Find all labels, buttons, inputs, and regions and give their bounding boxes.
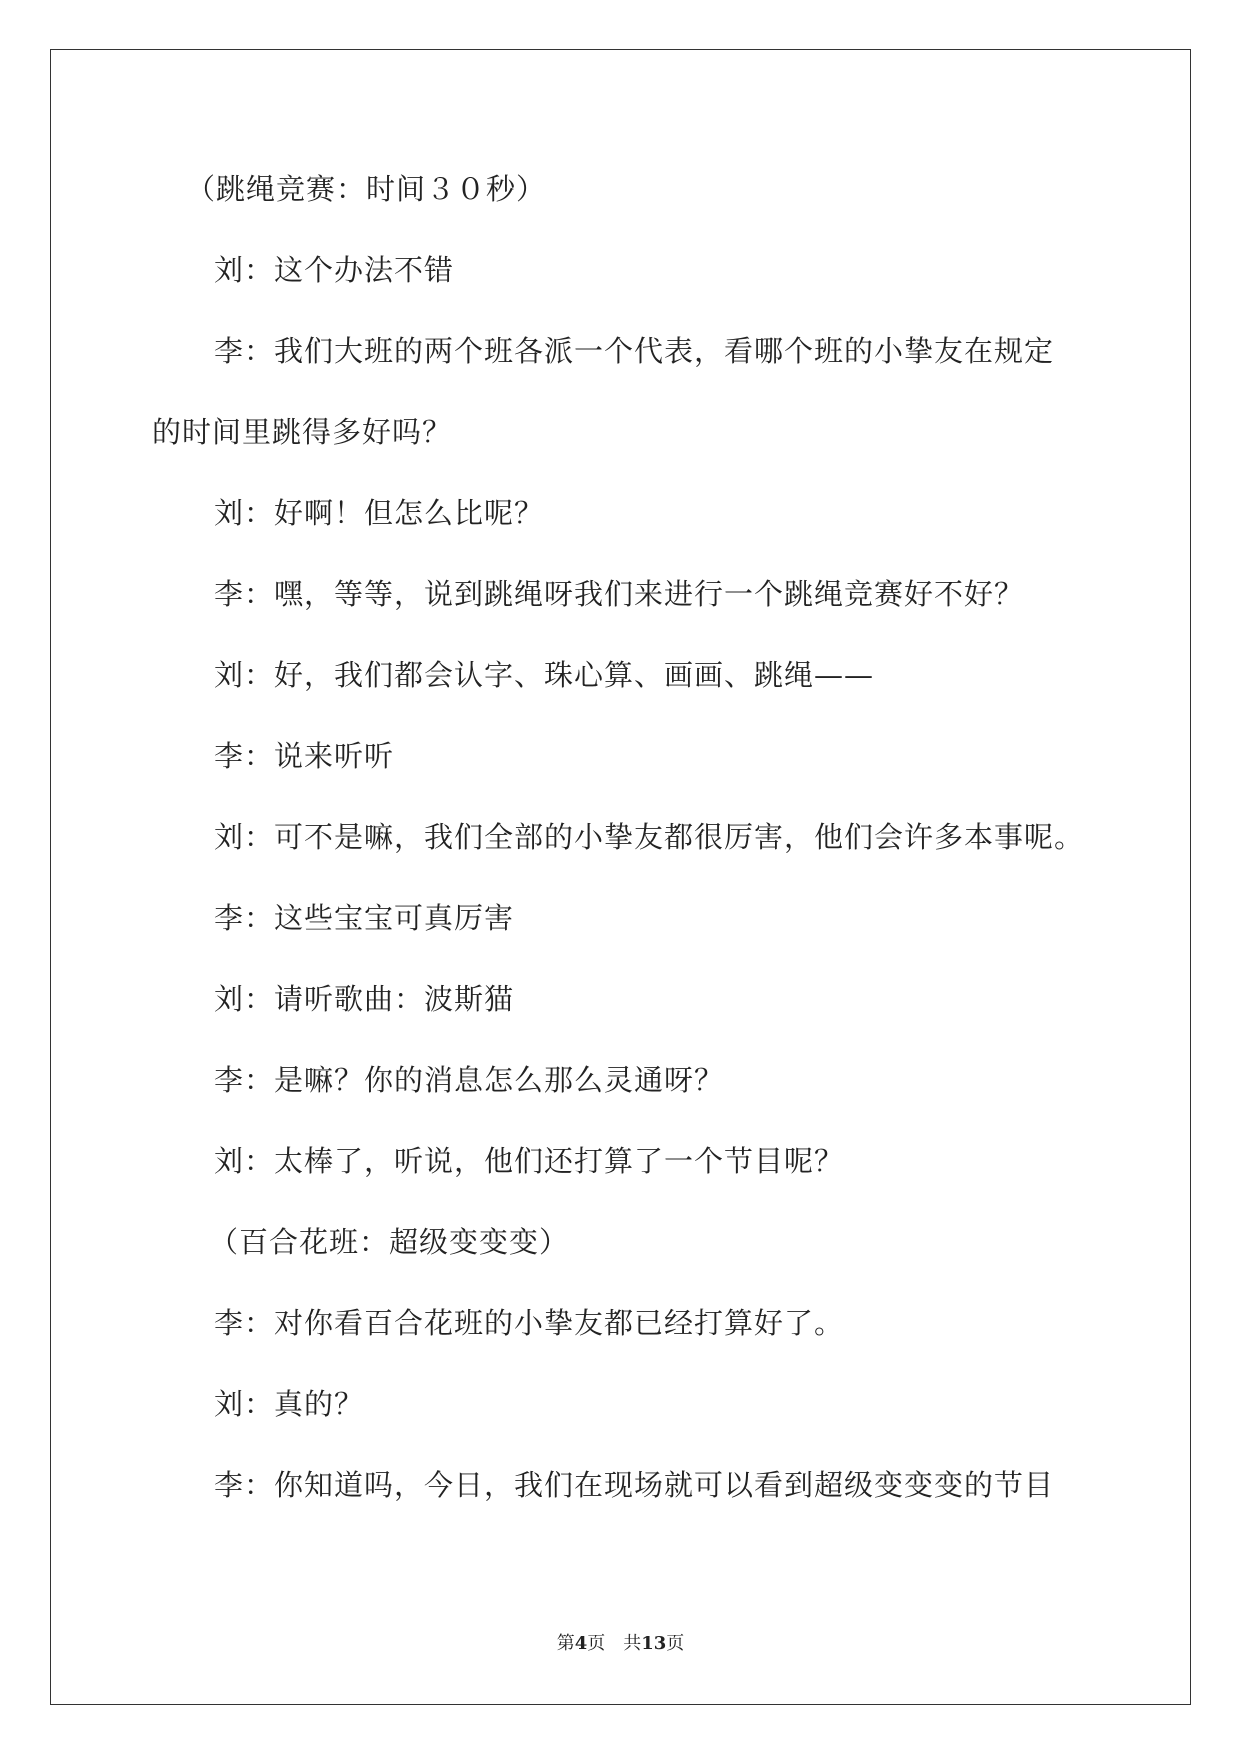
text-line: （百合花班：超级变变变）: [209, 1225, 570, 1259]
text-line: 刘：这个办法不错: [214, 253, 455, 287]
total-pages: 13: [641, 1633, 667, 1654]
text-line: 刘：真的？: [214, 1387, 365, 1421]
text-line: 李：是嘛？你的消息怎么那么灵通呀？: [214, 1063, 725, 1097]
text-line: 李：你知道吗，今日，我们在现场就可以看到超级变变变的节目: [214, 1468, 1055, 1502]
text-line: 李：嘿，等等，说到跳绳呀我们来进行一个跳绳竞赛好不好？: [214, 577, 1025, 611]
total-suffix: 页: [666, 1633, 685, 1654]
page-footer: [0, 1632, 1241, 1656]
page-suffix: 页: [587, 1633, 606, 1654]
text-line: 李：对你看百合花班的小挚友都已经打算好了。: [214, 1306, 845, 1340]
text-line: 刘：太棒了，听说，他们还打算了一个节目呢？: [214, 1144, 845, 1178]
page-prefix: 第: [556, 1633, 575, 1654]
total-prefix: 共: [623, 1633, 642, 1654]
text-line: 李：我们大班的两个班各派一个代表，看哪个班的小挚友在规定: [214, 334, 1055, 368]
text-line: 刘：好，我们都会认字、珠心算、画画、跳绳——: [214, 658, 875, 692]
text-line: 李：说来听听: [214, 739, 395, 773]
text-line: （跳绳竞赛：时间３０秒）: [186, 172, 547, 206]
page-number: 4: [574, 1633, 588, 1654]
text-line: 刘：可不是嘛，我们全部的小挚友都很厉害，他们会许多本事呢。: [214, 820, 1085, 854]
text-line: 的时间里跳得多好吗？: [152, 415, 453, 449]
text-line: 刘：好啊！但怎么比呢？: [214, 496, 545, 530]
text-line: 李：这些宝宝可真厉害: [214, 901, 515, 935]
text-line: 刘：请听歌曲：波斯猫: [214, 982, 515, 1016]
